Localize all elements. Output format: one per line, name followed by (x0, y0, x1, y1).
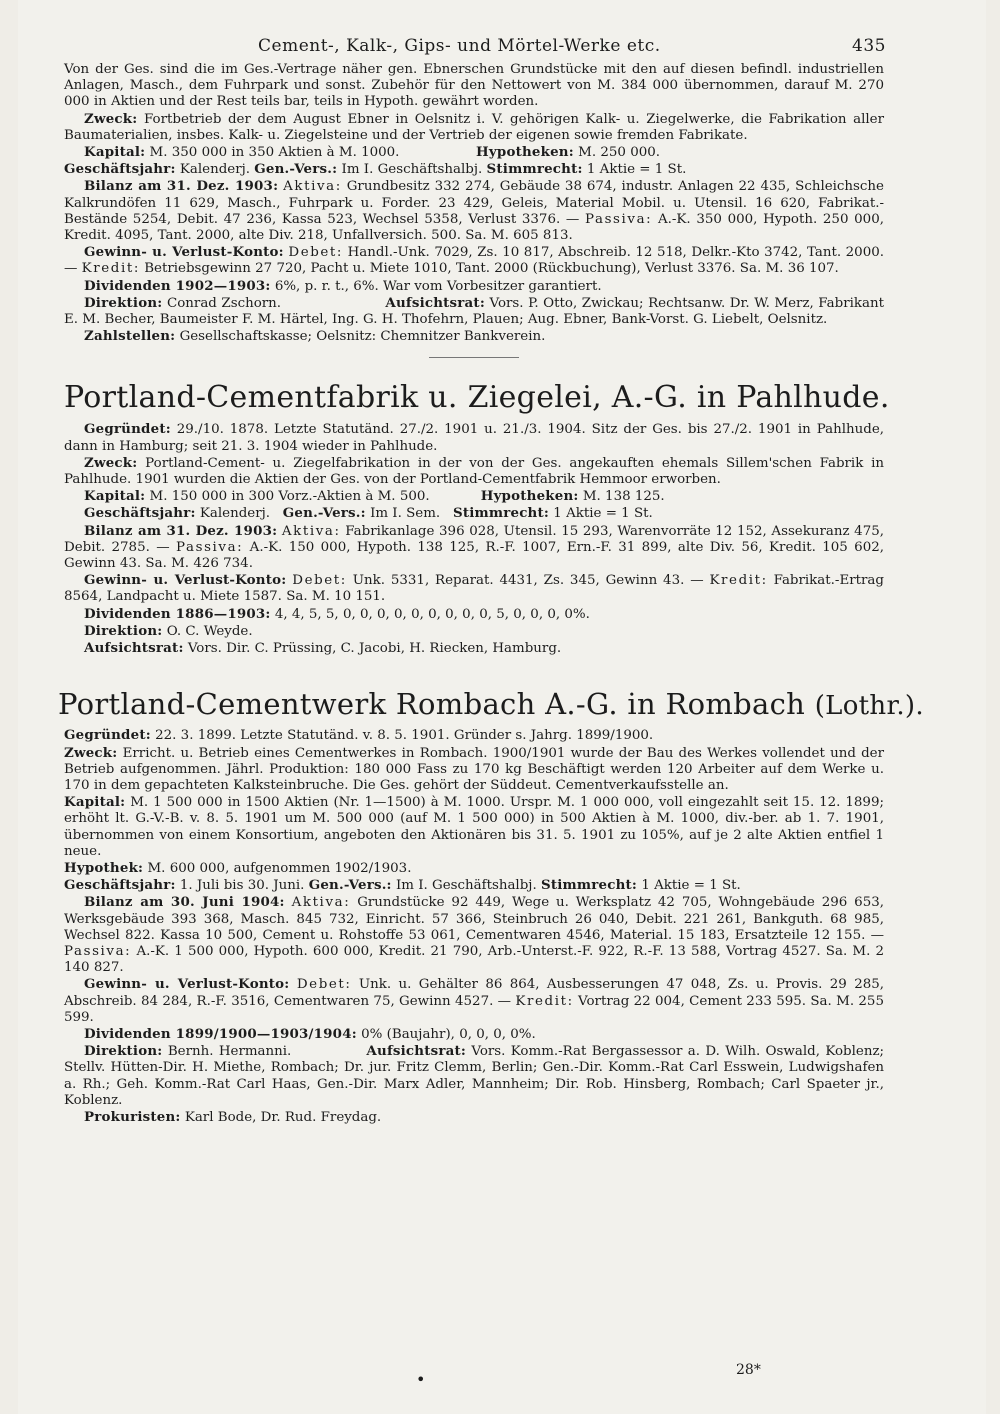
running-head-title: Cement-, Kalk-, Gips- und Mörtel-Werke etc. (258, 36, 661, 56)
entry2-zweck: Zweck: Portland-Cement- u. Ziegelfabrikation in der von der Ges. angekauften ehemals Sillem'schen Fabrik in Pahlhude. 1901 wurden die Aktien der Ges. von der Portland-Cementfabrik Hemmoor erworben. (64, 454, 884, 488)
running-head (64, 32, 884, 62)
section-divider (429, 357, 519, 358)
entry2-dividenden: Dividenden 1886—1903: 4, 4, 5, 5, 0, 0, 0, 0, 0, 0, 0, 0, 0, 5, 0, 0, 0, 0%. (84, 605, 590, 622)
entry1-geschaeftsjahr: Geschäftsjahr: Kalenderj. Gen.-Vers.: Im I. Geschäftshalbj. Stimmrecht: 1 Aktie = 1 St. (64, 161, 687, 178)
entry2-gewinn-verlust: Gewinn- u. Verlust-Konto: Debet: Unk. 5331, Reparat. 4431, Zs. 345, Gewinn 43. — Kredit: Fabrikat.-Ertrag 8564, Landpacht u. Miete 1587. Sa. M. 10 151. (64, 572, 884, 605)
page-number: 435 (852, 36, 886, 56)
entry1-dividenden: Dividenden 1902—1903: 6%, p. r. t., 6%. War vom Vorbesitzer garantiert. (84, 277, 602, 294)
signature-mark: 28* (736, 1362, 761, 1378)
entry-rombach (64, 727, 884, 1126)
entry2-bilanz: Bilanz am 31. Dez. 1903: Aktiva: Fabrikanlage 396 028, Utensil. 15 293, Warenvorräte 12 152, Assekuranz 475, Debit. 2785. — Passiva: A.-K. 150 000, Hypoth. 138 125, R.-F. 1007, Ern.-F. 31 899, alte Div. 56, Kredit. 105 602, Gewinn 43. Sa. M. 426 734. (64, 522, 884, 572)
entry3-gegruendet: Gegründet: 22. 3. 1899. Letzte Statutänd. v. 8. 5. 1901. Gründer s. Jahrg. 1899/1900. (64, 727, 654, 744)
entry3-heading: Portland-Cementwerk Rombach A.-G. in Rombach (Lothr.). (58, 687, 924, 722)
entry1-direktion: Direktion: Conrad Zschorn. Aufsichtsrat: Vors. P. Otto, Zwickau; Rechtsanw. Dr. W. Merz, Fabrikant E. M. Becher, Baumeister F. M. Härtel, Ing. G. H. Thofehrn, Plauen; Aug. Ebner, Bank-Vorst. G. Liebelt, Oelsnitz. (64, 294, 885, 328)
entry1-zahlstellen: Zahlstellen: Gesellschaftskasse; Oelsnitz: Chemnitzer Bankverein. (84, 328, 546, 345)
page-content (58, 32, 924, 1389)
spacer (64, 657, 884, 665)
entry3-gewinn-verlust: Gewinn- u. Verlust-Konto: Debet: Unk. u. Gehälter 86 864, Ausbesserungen 47 048, Zs. u. Provis. 29 285, Abschreib. 84 284, R.-F. 3516, Cementwaren 75, Gewinn 4527. — Kredit: Vortrag 22 004, Cement 233 595. Sa. M. 255 599. (64, 976, 885, 1025)
entry3-zweck: Zweck: Erricht. u. Betrieb eines Cementwerkes in Rombach. 1900/1901 wurde der Bau des Werkes vollendet und der Betrieb aufgenommen. Jährl. Produktion: 180 000 Fass zu 170 kg Beschäftigt werden 120 Arbeiter auf dem Werke u. 170 in dem gepachteten Kalksteinbruche. Die Ges. gehört der Süddeut. Cementverkaufsstelle an. (64, 744, 884, 793)
book-page (18, 0, 986, 1414)
entry3-bilanz: Bilanz am 30. Juni 1904: Aktiva: Grundstücke 92 449, Wege u. Werksplatz 42 705, Wohngebäude 296 653, Werksgebäude 393 368, Masch. 845 732, Einricht. 57 366, Steinbruch 26 040, Debit. 221 261, Bankguth. 68 985, Wechsel 822. Kassa 10 500, Cement u. Rohstoffe 53 061, Cementwaren 4546, Material. 15 183, Ersatzteile 12 155. — Passiva: A.-K. 1 500 000, Hypoth. 600 000, Kredit. 21 790, Arb.-Unterst.-F. 922, R.-F. 13 588, Vortrag 4527. Sa. M. 2 140 827. (64, 894, 884, 976)
entry3-kapital: Kapital: M. 1 500 000 in 1500 Aktien (Nr. 1—1500) à M. 1000. Urspr. M. 1 000 000, voll eingezahlt seit 15. 12. 1899; erhöht lt. G.-V.-B. v. 8. 5. 1901 um M. 500 000 (auf M. 1 500 000) in 500 Aktien à M. 1000, div.-ber. ab 1. 7. 1901, übernommen von einem Konsortium, angeboten den Aktionären bis 31. 5. 1901 zu 105%, auf je 2 alte Aktien entfiel 1 neue. (64, 794, 884, 859)
entry1-bilanz: Bilanz am 31. Dez. 1903: Aktiva: Grundbesitz 332 274, Gebäude 38 674, industr. Anlagen 22 435, Schleichsche Kalkrundöfen 11 629, Masch., Fuhrpark u. Forder. 23 429, Geleis, Material Mobil. u. Utensil. 16 620, Fabrikat.-Bestände 5254, Debit. 47 236, Kassa 523, Wechsel 5358, Verlust 3376. — Passiva: A.-K. 350 000, Hypoth. 250 000, Kredit. 4095, Tant. 2000, alte Div. 218, Unfallversich. 500. Sa. M. 605 813. (64, 178, 884, 244)
footer-dot: • (416, 1370, 426, 1389)
entry3-geschaeftsjahr: Geschäftsjahr: 1. Juli bis 30. Juni. Gen.-Vers.: Im I. Geschäftshalbj. Stimmrecht: 1 Aktie = 1 St. (64, 877, 741, 894)
entry3-prokuristen: Prokuristen: Karl Bode, Dr. Rud. Freydag. (84, 1108, 382, 1125)
entry2-kapital: Kapital: M. 150 000 in 300 Vorz.-Aktien à M. 500. Hypotheken: M. 138 125. (84, 488, 665, 505)
entry1-zweck: Zweck: Fortbetrieb der dem August Ebner in Oelsnitz i. V. gehörigen Kalk- u. Ziegelwerke, die Fabrikation aller Baumaterialien, insbes. Kalk- u. Ziegelsteine und der Vertrieb der eigenen sowie fremden Fabrikate. (64, 110, 884, 143)
entry2-heading: Portland-Cementfabrik u. Ziegelei, A.-G. in Pahlhude. (64, 380, 890, 416)
entry1-gewinn-verlust: Gewinn- u. Verlust-Konto: Debet: Handl.-Unk. 7029, Zs. 10 817, Abschreib. 12 518, Delkr.-Kto 3742, Tant. 2000. — Kredit: Betriebsgewinn 27 720, Pacht u. Miete 1010, Tant. 2000 (Rückbuchung), Verlust 3376. Sa. M. 36 107. (64, 244, 884, 277)
entry3-hypothek: Hypothek: M. 600 000, aufgenommen 1902/1903. (64, 859, 412, 876)
entry2-direktion: Direktion: O. C. Weyde. (84, 622, 253, 639)
entry-oelsnitz-continued (64, 62, 884, 345)
entry3-dividenden: Dividenden 1899/1900—1903/1904: 0% (Baujahr), 0, 0, 0, 0%. (84, 1025, 536, 1042)
entry-pahlhude (64, 421, 884, 657)
entry1-intro: Von der Ges. sind die im Ges.-Vertrage näher gen. Ebnerschen Grundstücke mit den auf diesen befindl. industriellen Anlagen, Masch., dem Fuhrpark und sonst. Zubehör für den Nettowert von M. 384 000 übernommen, darauf M. 270 000 in Aktien und der Rest teils bar, teils in Hypoth. gewährt worden. (64, 62, 884, 110)
entry3-direktion: Direktion: Bernh. Hermanni. Aufsichtsrat: Vors. Komm.-Rat Bergassessor a. D. Wilh. Oswald, Koblenz; Stellv. Hütten-Dir. H. Miethe, Rombach; Dr. jur. Fritz Clemm, Berlin; Gen.-Dir. Komm.-Rat Carl Esswein, Ludwigshafen a. Rh.; Geh. Komm.-Rat Carl Haas, Gen.-Dir. Marx Adler, Mannheim; Dir. Rob. Hinsberg, Rombach; Carl Spaeter jr., Koblenz. (64, 1043, 885, 1108)
entry2-gegruendet: Gegründet: 29./10. 1878. Letzte Statutänd. 27./2. 1901 u. 21./3. 1904. Sitz der Ges. bis 27./2. 1901 in Pahlhude, dann in Hamburg; seit 21. 3. 1904 wieder in Pahlhude. (64, 421, 884, 454)
entry2-aufsichtsrat: Aufsichtsrat: Vors. Dir. C. Prüssing, C. Jacobi, H. Riecken, Hamburg. (84, 640, 562, 657)
entry1-kapital: Kapital: M. 350 000 in 350 Aktien à M. 1000. Hypotheken: M. 250 000. (84, 144, 661, 161)
entry2-geschaeftsjahr: Geschäftsjahr: Kalenderj. Gen.-Vers.: Im I. Sem. Stimmrecht: 1 Aktie = 1 St. (84, 505, 653, 522)
